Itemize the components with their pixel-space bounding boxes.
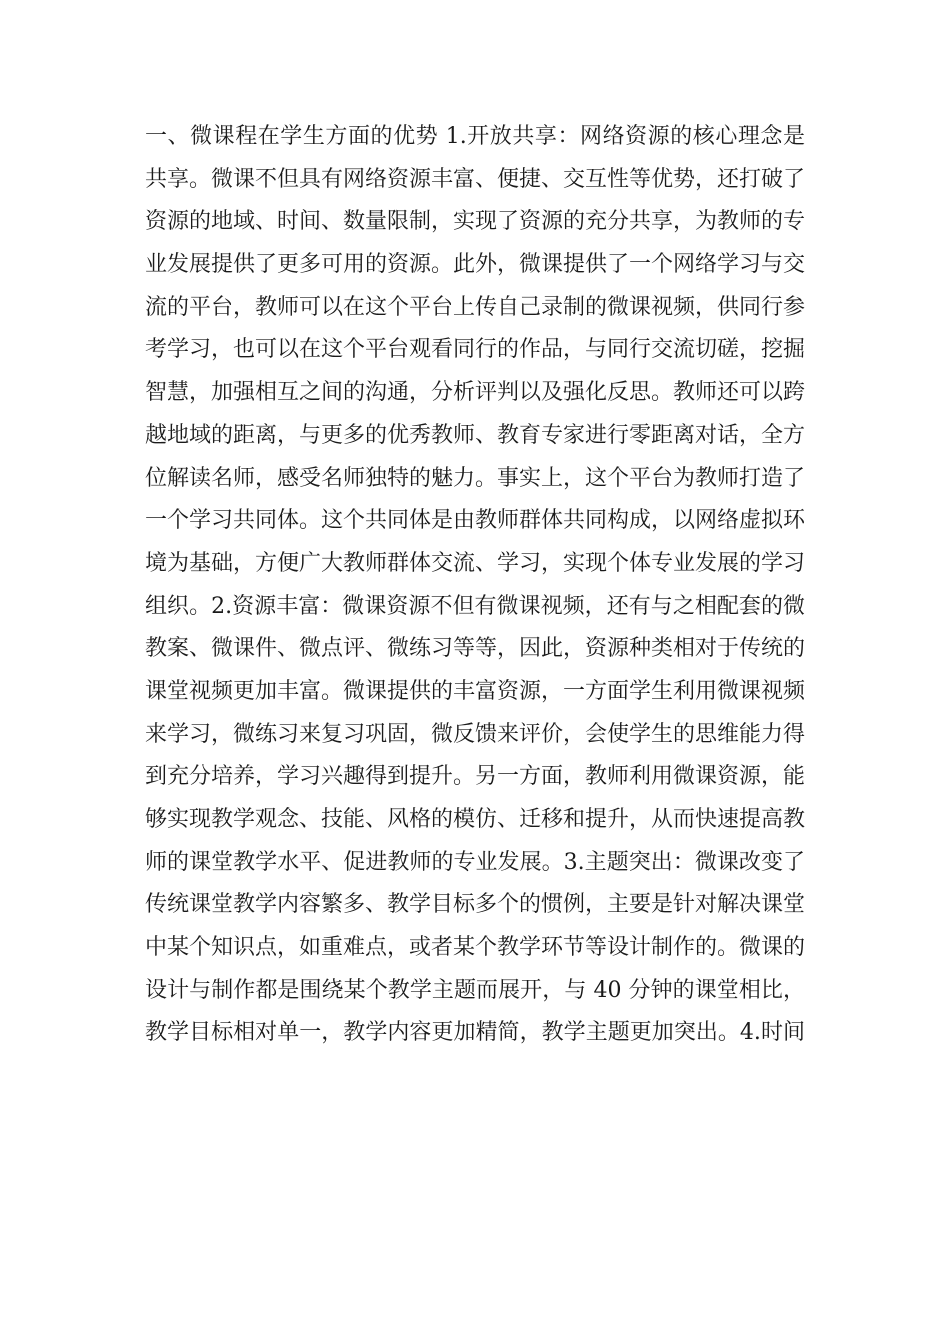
- text-line: 境为基础，方便广大教师群体交流、学习，实现个体专业发展的学习: [145, 550, 806, 576]
- text-line: 组织。2.资源丰富：微课资源不但有微课视频，还有与之相配套的微: [145, 593, 805, 619]
- text-line: 到充分培养，学习兴趣得到提升。另一方面，教师利用微课资源，能: [145, 764, 806, 790]
- text-line: 教学目标相对单一，教学内容更加精简，教学主题更加突出。4.时间: [145, 1020, 805, 1046]
- text-line: 资源的地域、时间、数量限制，实现了资源的充分共享，为教师的专: [145, 209, 806, 235]
- text-line: 共享。微课不但具有网络资源丰富、便捷、交互性等优势，还打破了: [145, 166, 806, 192]
- text-line: 一个学习共同体。这个共同体是由教师群体共同构成，以网络虚拟环: [145, 508, 806, 534]
- text-line: 一、微课程在学生方面的优势 1.开放共享：网络资源的核心理念是: [145, 124, 805, 149]
- text-line: 位解读名师，感受名师独特的魅力。事实上，这个平台为教师打造了: [145, 465, 806, 491]
- text-line: 够实现教学观念、技能、风格的模仿、迁移和提升，从而快速提高教: [145, 807, 806, 832]
- text-line: 传统课堂教学内容繁多、教学目标多个的惯例，主要是针对解决课堂: [145, 892, 806, 918]
- text-line: 设计与制作都是围绕某个教学主题而展开，与 40 分钟的课堂相比，: [145, 977, 805, 1003]
- text-line: 教案、微课件、微点评、微练习等等，因此，资源种类相对于传统的: [145, 636, 806, 662]
- text-line: 流的平台，教师可以在这个平台上传自己录制的微课视频，供同行参: [145, 294, 806, 320]
- text-line: 越地域的距离，与更多的优秀教师、教育专家进行零距离对话，全方: [145, 422, 806, 448]
- text-line: 业发展提供了更多可用的资源。此外，微课提供了一个网络学习与交: [145, 252, 806, 278]
- text-line: 师的课堂教学水平、促进教师的专业发展。3.主题突出：微课改变了: [145, 849, 805, 875]
- text-line: 课堂视频更加丰富。微课提供的丰富资源，一方面学生利用微课视频: [145, 678, 806, 704]
- body-text: [145, 116, 805, 1055]
- text-line: 中某个知识点，如重难点，或者某个教学环节等设计制作的。微课的: [145, 935, 806, 961]
- text-line: 智慧，加强相互之间的沟通，分析评判以及强化反思。教师还可以跨: [145, 380, 806, 406]
- text-line: 来学习，微练习来复习巩固，微反馈来评价，会使学生的思维能力得: [145, 721, 806, 747]
- text-line: 考学习，也可以在这个平台观看同行的作品，与同行交流切磋，挖掘: [145, 337, 806, 363]
